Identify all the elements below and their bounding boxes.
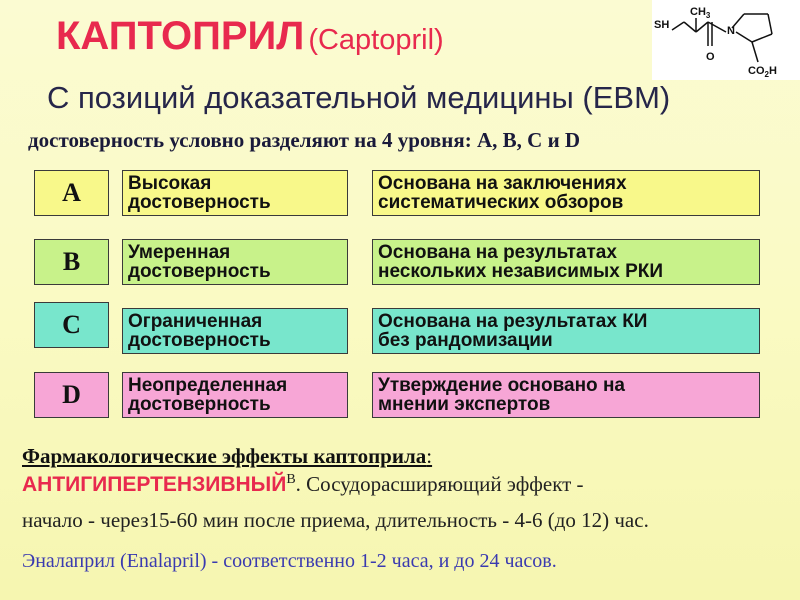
level-basis-a-line1: Основана на заключениях <box>378 173 627 194</box>
level-desc-b-line2: достоверность <box>128 261 271 282</box>
title-main: КАПТОПРИЛ <box>56 14 305 58</box>
level-desc-c-line1: Ограниченная <box>128 311 263 332</box>
level-desc-b <box>122 239 348 285</box>
evidence-level-sup: B <box>286 472 296 487</box>
level-basis-c-line1: Основана на результатах КИ <box>378 311 648 332</box>
level-basis-a-line2: систематических обзоров <box>378 192 624 213</box>
pharm-effects-heading <box>22 444 432 469</box>
pharm-effects-title: Фармакологические эффекты каптоприла <box>22 444 427 468</box>
level-desc-a <box>122 170 348 216</box>
level-desc-c-line2: достоверность <box>128 330 271 351</box>
captopril-structure <box>652 0 800 80</box>
level-basis-b-line2: нескольких независимых РКИ <box>378 261 663 282</box>
ch3-label: $CH_3$ <box>690 6 711 20</box>
o-label: O <box>706 51 715 63</box>
subtitle: С позиций доказательной медицины (EBM) <box>47 80 671 115</box>
level-letter-b: B <box>34 239 109 285</box>
level-desc-d <box>122 372 348 418</box>
level-desc-d-line2: достоверность <box>128 394 271 415</box>
level-basis-d-line1: Утверждение основано на <box>378 375 625 396</box>
slide-title <box>56 14 444 59</box>
level-desc-c <box>122 308 348 354</box>
title-latin: (Captopril) <box>308 24 444 56</box>
antihypertensive-line <box>22 472 584 497</box>
level-basis-c-line2: без рандомизации <box>378 330 553 351</box>
enalapril-comparison: Эналаприл (Enalapril) - соответственно 1-2 часа, и до 24 часов. <box>22 550 557 572</box>
level-basis-d-line2: мнении экспертов <box>378 394 551 415</box>
antihypertensive-label: АНТИГИПЕРТЕНЗИВНЫЙ <box>22 473 287 496</box>
vasodilator-text: . Сосудорасширяющий эффект - <box>295 472 584 496</box>
level-basis-b <box>372 239 760 285</box>
level-desc-b-line1: Умеренная <box>128 242 231 263</box>
level-basis-a <box>372 170 760 216</box>
level-basis-c <box>372 308 760 354</box>
level-desc-a-line1: Высокая <box>128 173 212 194</box>
sh-label: SH <box>654 19 670 31</box>
level-basis-d <box>372 372 760 418</box>
level-desc-d-line1: Неопределенная <box>128 375 288 396</box>
onset-duration-text: начало - через15-60 мин после приема, длительность - 4-6 (до 12) час. <box>22 508 649 532</box>
co2h-label: $CO_2H$ <box>748 65 777 79</box>
level-basis-b-line1: Основана на результатах <box>378 242 617 263</box>
level-letter-c: C <box>34 302 109 348</box>
level-letter-d: D <box>34 372 109 418</box>
level-letter-a: A <box>34 170 109 216</box>
pharm-effects-colon: : <box>426 444 433 468</box>
levels-intro: достоверность условно разделяют на 4 уровня: A, B, C и D <box>28 128 581 152</box>
n-label: N <box>727 25 735 37</box>
level-desc-a-line2: достоверность <box>128 192 271 213</box>
captopril-structure-drawing <box>652 0 800 80</box>
